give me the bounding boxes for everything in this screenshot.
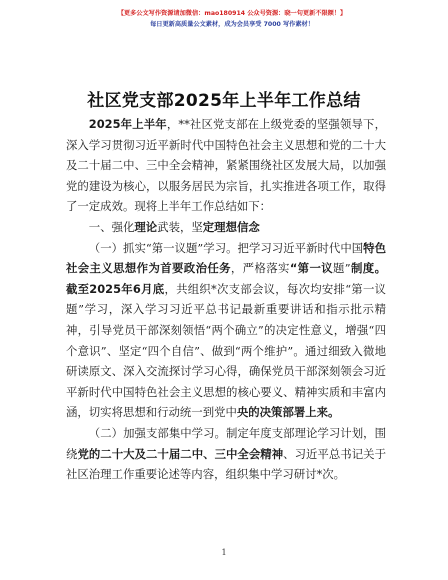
para-text: 题”	[333, 261, 351, 276]
section-heading-part: 定理想信念	[202, 219, 260, 234]
para-text-bold: “第一议	[289, 261, 334, 276]
para-text: ，共组织*次支部会议，每次均安排“第一议题”学习，深入学习习近平总书记最新重要讲话和指示批示精神，引导党员干部深刻领悟“两个确立”的决定性意义，增强“四个意识”、坚定“四个自信”、做到“两个维护”。通过细致入微地研读原文、深入交流探讨学习心得，确保党员干部深刻领会习近平新时代中国特色社会主义思想的核心要义、精神实质和丰富内涵，切实将思想和行动统一到党中	[66, 281, 386, 420]
para-text-bold: 特色社会主义思想作为首要政治任务	[66, 240, 386, 276]
para-text: （一）抓实“第一议题”学习。把学习习近平新时代中国	[88, 240, 364, 255]
promo-line-membership: 每日更新高质量公文素材，成为会员享受 7000 写作素材！	[150, 21, 314, 28]
section-heading-part: 武装	[157, 219, 180, 234]
subsection-paragraph-2	[66, 423, 386, 485]
page-number: 1	[221, 548, 227, 557]
document-body	[66, 114, 386, 485]
section-heading-1	[66, 217, 386, 238]
section-heading-part: 理论	[134, 219, 158, 234]
para-text-bold: 制度。截至2025年6月底	[66, 261, 386, 296]
para-text: 、习近平	[283, 446, 329, 461]
para-text: （二）加强支部集中学习。制定年度支部理论学习计划，围绕	[66, 425, 386, 461]
para-text: 总书记关于社区治理工作重要论述等内容，组织集中学习研讨*次。	[66, 446, 386, 482]
section-heading-part: 强化	[111, 219, 135, 234]
promo-banner	[96, 8, 368, 48]
para-text-bold: 央的决策部署上来。	[236, 405, 340, 420]
intro-paragraph	[66, 114, 386, 217]
intro-period: 2025年上半年	[88, 117, 167, 131]
section-number: 一、	[88, 219, 112, 234]
para-text-bold: 党的二十大及二十届二中、三中全会精神	[77, 446, 284, 461]
subsection-paragraph-1	[66, 238, 386, 423]
section-heading-part: ，坚	[179, 219, 203, 234]
intro-text: ，**社区党支部在上级党委的坚强领导下，深入学习贯彻习近平新时代中国特色社会主义思想和党的二十大及二十届二中、三中全会精神，紧紧围绕社区发展大局，以加强党的建设为核心，以服务居民为宗旨，扎实推进各项工作，取得了一定成效。现将上半年工作总结如下：	[66, 117, 386, 214]
para-text: ，严格落实	[230, 261, 290, 276]
promo-line-contact: 【更多公文写作资源请加微信：mao180914 公众号资源：晓一句更新不限额！】	[117, 10, 347, 17]
document-title: 社区党支部2025年上半年工作总结	[87, 91, 361, 111]
